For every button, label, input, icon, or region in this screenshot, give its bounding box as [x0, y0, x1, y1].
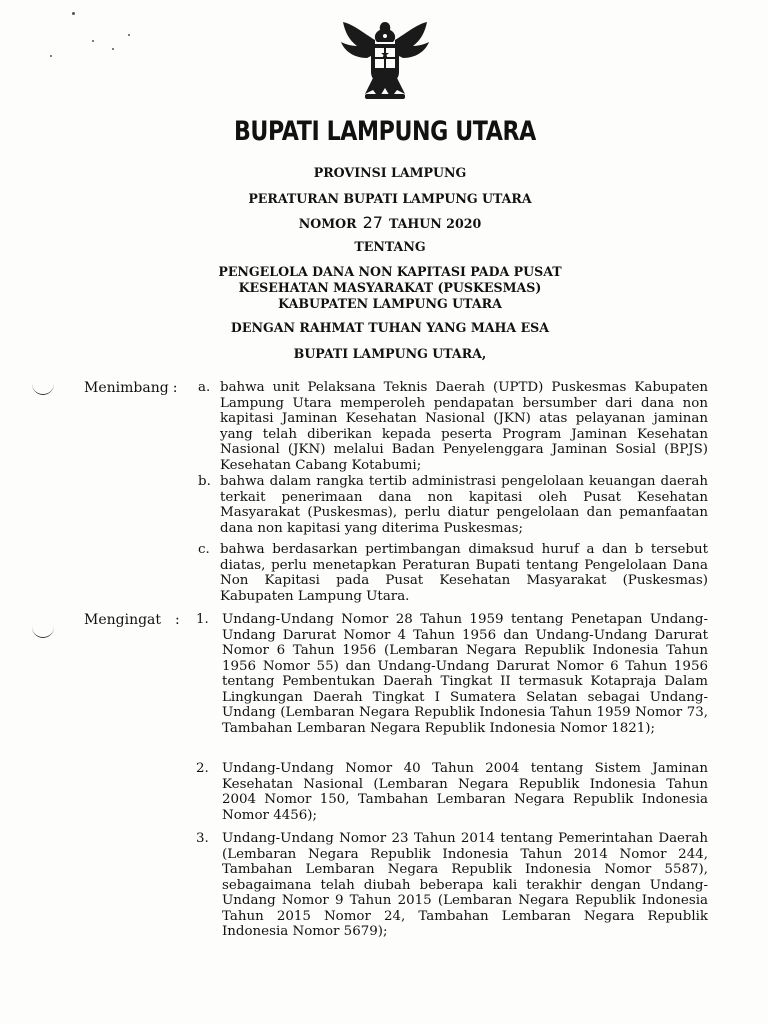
nomor-line — [0, 215, 768, 231]
item-text: Undang-Undang Nomor 40 Tahun 2004 tentang Sistem Jaminan Kesehatan Nasional (Lembaran Negara Republik Indonesia Tahun 2004 Nomor 150, Tambahan Lembaran Negara Republik Indonesia Nomor 4456); — [222, 761, 708, 823]
invocation-line: DENGAN RAHMAT TUHAN YANG MAHA ESA — [230, 320, 550, 335]
item-marker: a. — [198, 380, 211, 395]
margin-mark — [32, 625, 54, 638]
subject-line-2: KESEHATAN MASYARAKAT (PUSKESMAS) — [238, 280, 542, 295]
item-text: bahwa unit Pelaksana Teknis Daerah (UPTD) Puskesmas Kabupaten Lampung Utara memperoleh pendapatan bersumber dari dana non kapitasi Jaminan Kesehatan Nasional (JKN) atas pelayanan jaminan yang telah diberikan kepada peserta Program Jaminan Kesehatan Nasional (JKN) melalui Badan Penyelenggara Jaminan Sosial (BPJS) Kesehatan Cabang Kotabumi; — [220, 380, 708, 473]
menimbang-colon: : — [172, 380, 178, 396]
item-text: Undang-Undang Nomor 23 Tahun 2014 tentang Pemerintahan Daerah (Lembaran Negara Republik Indonesia Tahun 2014 Nomor 244, Tambahan Lembaran Negara Republik Indonesia Nomor 5587), sebagaimana telah diubah beberapa kali terakhir dengan Undang-Undang Nomor 9 Tahun 2015 (Lembaran Negara Republik Indonesia Tahun 2015 Nomor 24, Tambahan Lembaran Negara Republik Indonesia Nomor 5679); — [222, 831, 708, 939]
item-text: bahwa dalam rangka tertib administrasi pengelolaan keuangan daerah terkait penerimaan dana non kapitasi oleh Pusat Kesehatan Masyarakat (Puskesmas), perlu diatur pengelolaan dan pemanfaatan dana non kapitasi yang diterima Puskesmas; — [220, 474, 708, 536]
tentang-line: TENTANG — [354, 239, 426, 254]
document-title: BUPATI LAMPUNG UTARA — [233, 116, 536, 147]
scan-speck — [92, 40, 94, 42]
scan-speck — [72, 12, 75, 15]
nomor-label: NOMOR — [298, 216, 357, 231]
menimbang-item-b — [198, 474, 708, 538]
mengingat-label — [84, 612, 180, 628]
item-marker: b. — [198, 474, 211, 489]
menimbang-item-c — [198, 542, 708, 606]
menimbang-label — [84, 380, 177, 396]
subject-line-3: KABUPATEN LAMPUNG UTARA — [278, 296, 502, 311]
item-marker: 3. — [196, 831, 209, 846]
mengingat-item-3 — [196, 831, 708, 943]
mengingat-item-2 — [196, 761, 708, 825]
item-text: Undang-Undang Nomor 28 Tahun 1959 tentang Penetapan Undang-Undang Darurat Nomor 4 Tahun 1956 dan Undang-Undang Darurat Nomor 6 Tahun 1956 (Lembaran Negara Republik Indonesia Tahun 1956 Nomor 55) dan Undang-Undang Darurat Nomor 6 Tahun 1956 tentang Pembentukan Daerah Tingkat II termasuk Kotapraja Dalam Lingkungan Daerah Tingkat I Sumatera Selatan sebagai Undang-Undang (Lembaran Negara Republik Indonesia Tahun 1959 Nomor 73, Tambahan Lembaran Negara Republik Indonesia Nomor 1821); — [222, 612, 708, 736]
mengingat-item-1 — [196, 612, 708, 754]
nomor-value: 27 — [362, 213, 383, 232]
scan-speck — [128, 34, 130, 36]
margin-mark — [32, 382, 54, 395]
scan-speck — [50, 55, 52, 57]
tahun-label: TAHUN 2020 — [388, 216, 482, 231]
menimbang-item-a — [198, 380, 708, 475]
authority-line: BUPATI LAMPUNG UTARA, — [293, 346, 487, 361]
mengingat-label-text: Mengingat — [84, 612, 162, 628]
item-marker: c. — [198, 542, 210, 557]
scan-speck — [112, 48, 114, 50]
item-marker: 2. — [196, 761, 209, 776]
subject-line-1: PENGELOLA DANA NON KAPITASI PADA PUSAT — [218, 264, 562, 279]
item-marker: 1. — [196, 612, 209, 627]
regulation-line: PERATURAN BUPATI LAMPUNG UTARA — [248, 191, 532, 206]
garuda-emblem-icon — [335, 14, 435, 102]
menimbang-label-text: Menimbang — [84, 380, 169, 396]
province-line: PROVINSI LAMPUNG — [313, 165, 467, 180]
item-text: bahwa berdasarkan pertimbangan dimaksud huruf a dan b tersebut diatas, perlu menetapkan Peraturan Bupati tentang Pengelolaan Dana Non Kapitasi pada Pusat Kesehatan Masyarakat (Puskesmas) Kabupaten Lampung Utara. — [220, 542, 708, 604]
mengingat-colon: : — [175, 612, 180, 628]
